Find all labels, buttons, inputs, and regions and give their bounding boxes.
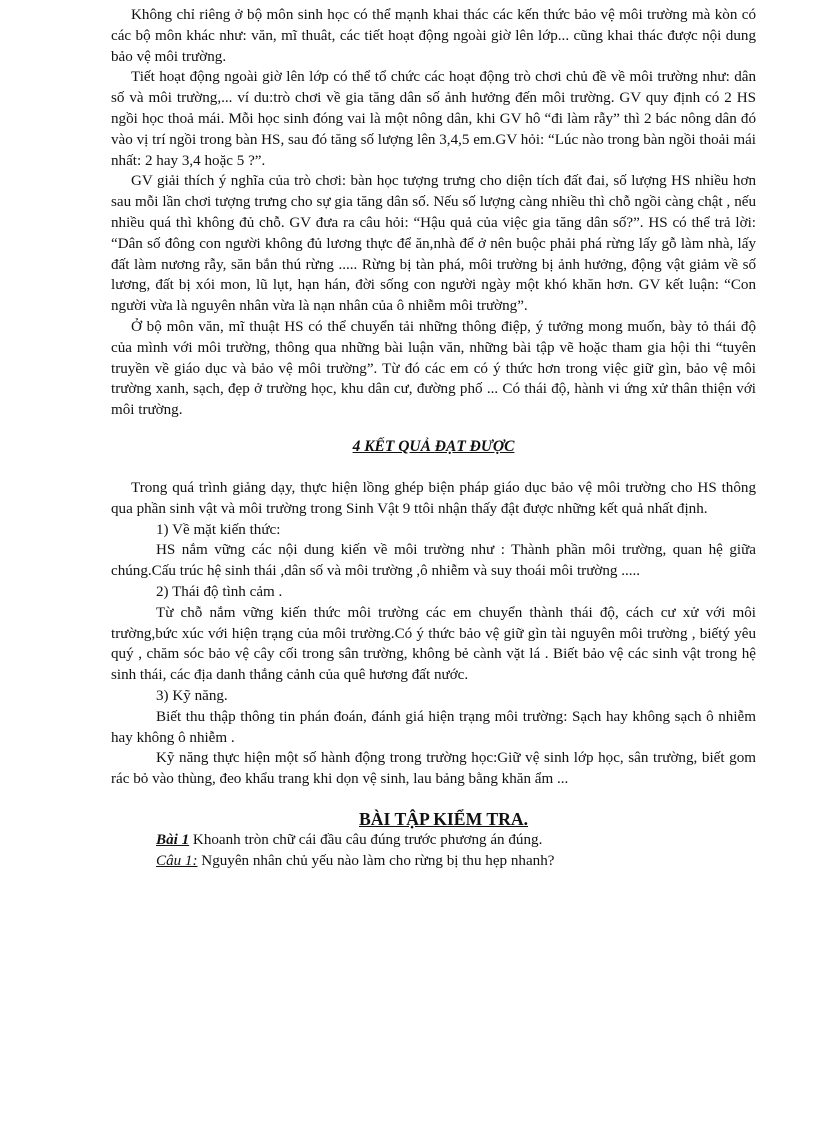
result-skills-text-a: Biết thu thập thông tin phán đoán, đánh giá hiện trạng môi trường: Sạch hay không sạch ô nhiễm hay không ô nhiễm . bbox=[111, 708, 756, 746]
paragraph-game-explanation: GV giải thích ý nghĩa của trò chơi: bàn học tượng trưng cho diện tích đất đai, số lượng HS nhiều hơn sau mỗi lần chơi tượng trưng cho sự gia tăng dân số. Nếu số lượng càng nhiều thì chỗ ngồi càng chật , nếu nhiều quá thì không đủ chỗ. GV đưa ra câu hỏi: “Hậu quả của việc gia tăng dân số?”. HS có thể trả lời: “Dân số đông con người không đủ lương thực để ăn,nhà để ở nên buộc phải phá rừng lấy gỗ làm nhà, lấy đất làm nương rẫy, săn bắn thú rừng ..... Rừng bị tàn phá, môi trường bị ảnh hưởng, động vật giảm về số lương, đất bị xói mon, lũ lụt, hạn hán, đời sống con người ngày một khó khăn hơn. GV kết luận: “Con người vừa là nguyên nhân vừa là nạn nhân của ô nhiễm môi trường”. bbox=[111, 173, 756, 315]
result-item-skills: 3) Kỹ năng. bbox=[156, 687, 228, 704]
result-knowledge-text: HS nắm vững các nội dung kiến về môi trường như : Thành phần môi trường, quan hệ giữa chúng.Cấu trúc hệ sinh thái ,dân số và môi trường ,ô nhiễm và suy thoái môi trường ..... bbox=[111, 542, 756, 580]
section-heading-results: 4 KẾT QUẢ ĐẠT ĐƯỢC bbox=[352, 437, 515, 455]
cau-label: Câu 1: bbox=[156, 852, 198, 869]
result-item-attitude: 2) Thái độ tình cảm . bbox=[156, 583, 283, 600]
result-item-knowledge: 1) Về mặt kiến thức: bbox=[156, 521, 281, 538]
result-attitude-text: Từ chỗ nắm vững kiến thức môi trường các em chuyển thành thái độ, cách cư xử với môi trường,bức xúc với hiện trạng của môi trường.Có ý thức bảo vệ giữ gìn tài nguyên môi trường , biếtý yêu quý , chăm sóc bảo vệ cây cối trong sân trường, không bẻ cành vặt lá . Biết bảo vệ các sinh vật trong hệ sinh thái, các địa danh thắng cảnh của quê hương đất nước. bbox=[111, 604, 756, 684]
exercise-bai-1 bbox=[111, 830, 756, 851]
exercise-cau-1 bbox=[111, 851, 756, 872]
paragraph-extracurricular: Tiết hoạt động ngoài giờ lên lớp có thể tổ chức các hoạt động trò chơi chủ đề về môi trường như: dân số và môi trường,... ví du:trò chơi về gia tăng dân số ảnh hưởng đến môi trường. GV quy định có 2 HS ngồi học thoả mái. Mỗi học sinh đóng vai là một nông dân, khi GV hô “đi làm rẫy” thì 2 bác nông dân đó vào vị trí ngồi trong bàn HS, sau đó tăng số lượng lên 3,4,5 em.GV hỏi: “Lúc nào trong bàn ngồi thoải mái nhất: 2 hay 3,4 hoặc 5 ?”. bbox=[111, 69, 756, 169]
result-skills-text-b: Kỹ năng thực hiện một số hành động trong trường học:Giữ vệ sinh lớp học, sân trường, biết gom rác bỏ vào thùng, đeo khẩu trang khi dọn vệ sinh, lau bảng bằng khăn ẩm ... bbox=[111, 750, 756, 788]
paragraph-literature-art: Ở bộ môn văn, mĩ thuật HS có thể chuyển tải những thông điệp, ý tưởng mong muốn, bày tỏ thái độ của mình với môi trường, thông qua những bài luận văn, những bài tập vẽ hoặc tham gia hội thi “tuyên truyền về giáo dục và bảo vệ môi trường”. Từ đó các em có ý thức hơn trong việc giữ gìn, bảo vệ môi trường xanh, sạch, đẹp ở trường học, khu dân cư, đường phố ... Có thái độ, hành vi ứng xử thân thiện với môi trường. bbox=[111, 318, 756, 419]
cau-text: Nguyên nhân chủ yếu nào làm cho rừng bị thu hẹp nhanh? bbox=[201, 852, 555, 869]
paragraph-other-subjects: Không chỉ riêng ở bộ môn sinh học có thể mạnh khai thác các kến thức bảo vệ môi trường mà kòn có các bộ môn khác như: văn, mĩ thuât, các tiết hoạt động ngoài giờ lên lớp... cũng khai thác được nội dung bảo vệ môi trường. bbox=[111, 7, 756, 65]
exercise-title: BÀI TẬP KIỂM TRA. bbox=[358, 808, 529, 829]
bai-label: Bài 1 bbox=[156, 831, 190, 848]
results-intro: Trong quá trình giảng dạy, thực hiện lồng ghép biện pháp giáo dục bảo vệ môi trường cho HS thông qua phần sinh vật và môi trường trong Sinh Vật 9 ttôi nhận thấy đật được những kết quả nhất định. bbox=[111, 479, 756, 517]
document-page bbox=[111, 0, 756, 872]
bai-text: Khoanh tròn chữ cái đầu câu đúng trước phương án đúng. bbox=[192, 831, 543, 848]
